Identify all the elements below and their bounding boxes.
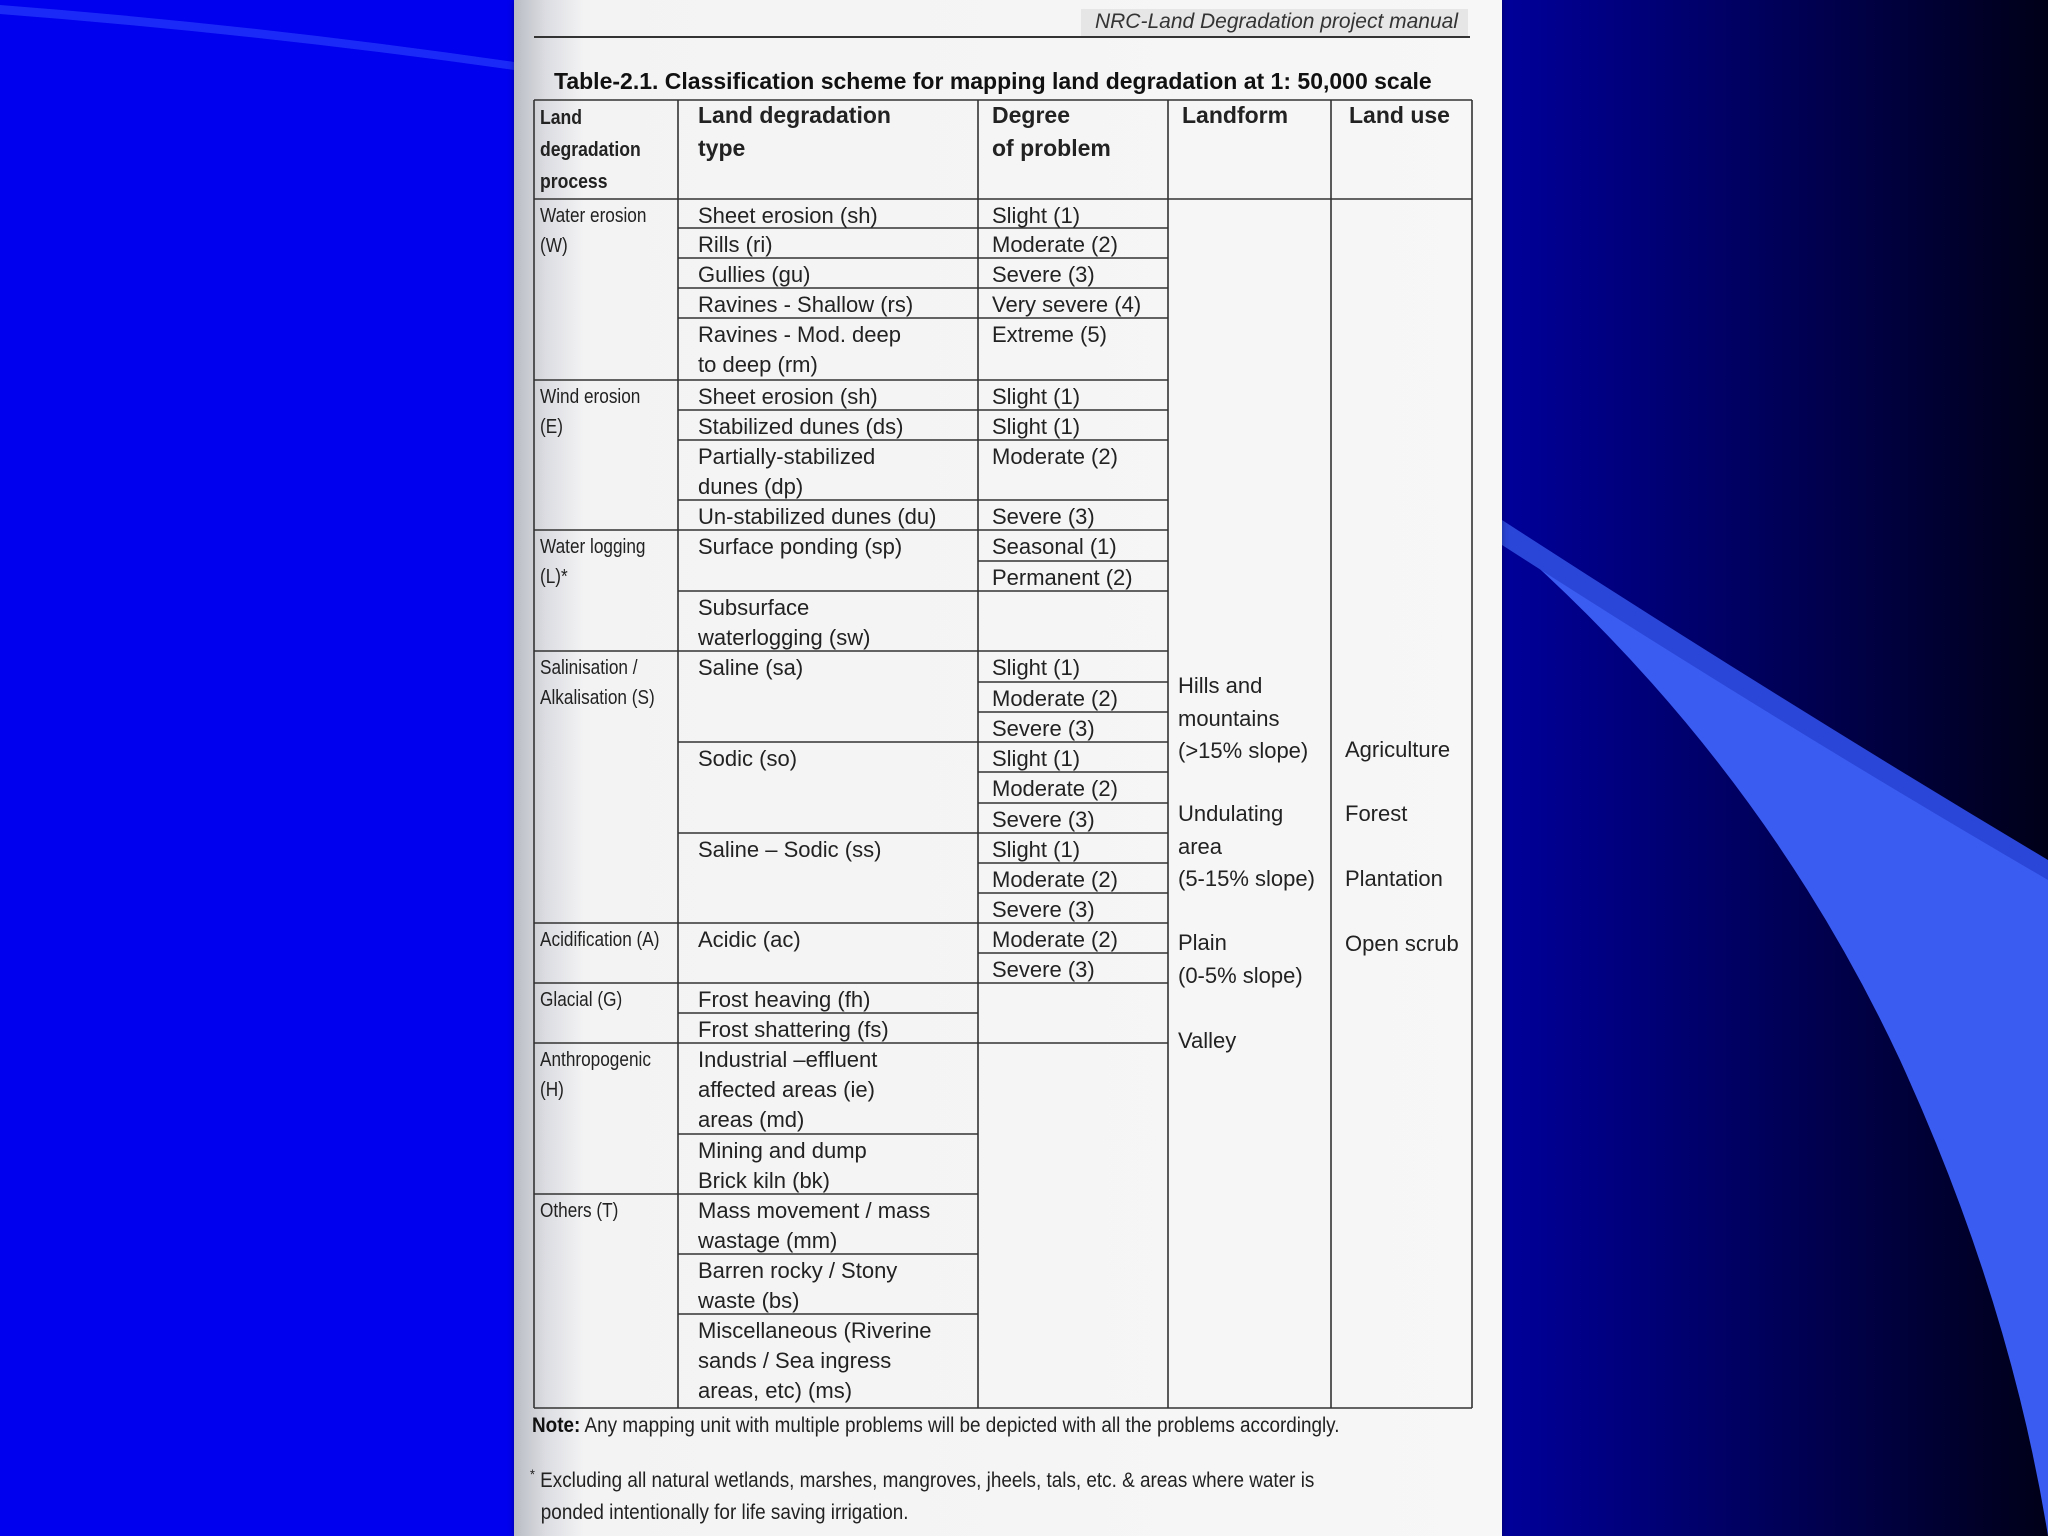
- type-cell-line: Barren rocky / Stony: [698, 1258, 898, 1283]
- degree-cell-line: Moderate (2): [992, 232, 1118, 257]
- type-cell-line: Industrial –effluent: [698, 1047, 878, 1072]
- process-cell-line: Glacial (G): [540, 989, 623, 1011]
- process-cell-line: (E): [540, 416, 563, 438]
- degree-cell: [992, 714, 1095, 744]
- type-cell: [698, 201, 878, 231]
- process-cell-line: (H): [540, 1079, 564, 1101]
- type-cell-line: Sheet erosion (sh): [698, 203, 878, 228]
- table-footnote: [530, 1458, 1466, 1529]
- landform-cell: [1178, 1025, 1236, 1058]
- type-cell: [698, 1256, 897, 1316]
- type-cell-line: areas, etc) (ms): [698, 1378, 853, 1403]
- degree-cell: [992, 835, 1080, 865]
- type-cell-line: waterlogging (sw): [698, 625, 871, 650]
- type-cell-line: Surface ponding (sp): [698, 534, 903, 559]
- type-cell-line: Mass movement / mass: [698, 1198, 931, 1223]
- process-cell: [540, 1045, 651, 1105]
- degree-cell-line: Severe (3): [992, 957, 1095, 982]
- degree-cell-line: Moderate (2): [992, 867, 1118, 892]
- degree-cell: [992, 320, 1107, 350]
- manual-title: NRC-Land Degradation project manual: [1081, 9, 1468, 36]
- degree-cell-line: Slight (1): [992, 384, 1081, 409]
- degree-cell: [992, 925, 1118, 955]
- type-cell-line: Ravines - Mod. deep: [698, 322, 901, 347]
- type-cell-line: wastage (mm): [698, 1228, 838, 1253]
- landuse-cell: [1345, 864, 1443, 894]
- degree-cell: [992, 290, 1141, 320]
- type-cell-line: Frost heaving (fh): [698, 987, 871, 1012]
- type-cell: [698, 653, 803, 683]
- landuse-cell-line: Plantation: [1345, 866, 1443, 891]
- landuse-cell-line: Open scrub: [1345, 931, 1459, 956]
- type-cell-line: Saline – Sodic (ss): [698, 837, 882, 862]
- type-cell: [698, 1196, 930, 1256]
- header-landform-line: Landform: [1182, 102, 1289, 128]
- degree-cell: [992, 774, 1118, 804]
- degree-cell-line: Permanent (2): [992, 565, 1133, 590]
- type-cell: [698, 593, 870, 653]
- degree-cell: [992, 653, 1080, 683]
- landuse-cell-line: Forest: [1345, 801, 1408, 826]
- degree-cell-line: Very severe (4): [992, 292, 1142, 317]
- type-cell-line: Gullies (gu): [698, 262, 811, 287]
- degree-cell-line: Severe (3): [992, 262, 1095, 287]
- landuse-cell: [1345, 799, 1407, 829]
- process-cell-line: Anthropogenic: [540, 1049, 651, 1071]
- type-cell: [698, 230, 773, 260]
- type-cell: [698, 985, 870, 1015]
- landuse-cell-line: Agriculture: [1345, 737, 1451, 762]
- type-cell: [698, 1045, 877, 1135]
- type-cell: [698, 382, 878, 412]
- note-text: Any mapping unit with multiple problems will be depicted with all the problems accordingly.: [580, 1414, 1340, 1437]
- header-degree-line: Degree: [992, 102, 1070, 128]
- process-cell-line: Acidification (A): [540, 929, 660, 951]
- type-cell: [698, 744, 797, 774]
- process-cell-line: Salinisation /: [540, 657, 638, 679]
- header-process-line: process: [540, 171, 608, 193]
- degree-cell: [992, 744, 1080, 774]
- process-cell: [540, 201, 646, 261]
- landform-cell-line: (0-5% slope): [1178, 962, 1303, 988]
- degree-cell: [992, 532, 1117, 562]
- type-cell: [698, 502, 936, 532]
- type-cell-line: Sodic (so): [698, 746, 798, 771]
- process-cell: [540, 382, 640, 442]
- type-cell-line: Saline (sa): [698, 655, 804, 680]
- type-cell: [698, 925, 801, 955]
- type-cell: [698, 442, 875, 502]
- degree-cell: [992, 412, 1080, 442]
- header-degree: [992, 99, 1111, 165]
- landform-cell-line: Undulating: [1178, 801, 1284, 826]
- footnote-mark: *: [530, 1466, 535, 1482]
- landform-cell-line: mountains: [1178, 705, 1280, 731]
- landform-cell-line: (>15% slope): [1178, 738, 1309, 763]
- landuse-cell: [1345, 929, 1459, 959]
- process-cell-line: (L)*: [540, 566, 568, 588]
- degree-cell: [992, 895, 1095, 925]
- degree-cell-line: Moderate (2): [992, 776, 1118, 801]
- type-cell-line: Rills (ri): [698, 232, 773, 257]
- degree-cell-line: Slight (1): [992, 203, 1081, 228]
- type-cell: [698, 532, 902, 562]
- degree-cell: [992, 563, 1133, 593]
- type-cell-line: affected areas (ie): [698, 1077, 875, 1102]
- type-cell: [698, 290, 913, 320]
- degree-cell: [992, 805, 1095, 835]
- degree-cell: [992, 260, 1095, 290]
- header-type-line: Land degradation: [698, 102, 891, 128]
- type-cell: [698, 1316, 932, 1406]
- landform-cell-line: Valley: [1178, 1028, 1237, 1053]
- header-process-line: Land: [540, 107, 583, 129]
- type-cell-line: Subsurface: [698, 595, 810, 620]
- landform-cell-line: Plain: [1178, 930, 1227, 955]
- degree-cell-line: Severe (3): [992, 504, 1095, 529]
- landform-cell: [1178, 670, 1308, 768]
- process-cell: [540, 985, 622, 1015]
- landform-cell: [1178, 927, 1303, 992]
- type-cell-line: areas (md): [698, 1107, 805, 1132]
- degree-cell-line: Slight (1): [992, 655, 1081, 680]
- header-landform: [1182, 99, 1288, 132]
- degree-cell: [992, 201, 1080, 231]
- type-cell: [698, 1015, 889, 1045]
- type-cell-line: Miscellaneous (Riverine: [698, 1318, 932, 1343]
- degree-cell-line: Slight (1): [992, 746, 1081, 771]
- footnote-line-2: ponded intentionally for life saving irrigation.: [540, 1501, 909, 1524]
- header-process-line: degradation: [540, 139, 641, 161]
- degree-cell-line: Moderate (2): [992, 927, 1118, 952]
- degree-cell-line: Severe (3): [992, 716, 1095, 741]
- process-cell: [540, 925, 659, 955]
- landuse-cell: [1345, 735, 1450, 765]
- type-cell-line: Sheet erosion (sh): [698, 384, 878, 409]
- type-cell-line: Un-stabilized dunes (du): [698, 504, 937, 529]
- degree-cell: [992, 502, 1095, 532]
- degree-cell-line: Moderate (2): [992, 686, 1118, 711]
- process-cell: [540, 653, 655, 713]
- degree-cell-line: Severe (3): [992, 897, 1095, 922]
- type-cell: [698, 320, 901, 380]
- degree-cell: [992, 865, 1118, 895]
- header-degree-line: of problem: [992, 135, 1111, 161]
- header-process: [540, 102, 641, 198]
- degree-cell: [992, 684, 1118, 714]
- header-landuse-line: Land use: [1349, 102, 1450, 128]
- header-type-line: type: [698, 135, 746, 161]
- landform-cell: [1178, 798, 1315, 896]
- degree-cell-line: Severe (3): [992, 807, 1095, 832]
- type-cell-line: sands / Sea ingress: [698, 1348, 892, 1373]
- type-cell-line: Stabilized dunes (ds): [698, 414, 904, 439]
- type-cell-line: to deep (rm): [698, 352, 818, 377]
- type-cell-line: Acidic (ac): [698, 927, 801, 952]
- process-cell-line: Water erosion: [540, 205, 647, 227]
- degree-cell-line: Slight (1): [992, 837, 1081, 862]
- degree-cell: [992, 955, 1095, 985]
- type-cell-line: Mining and dump: [698, 1138, 867, 1163]
- degree-cell-line: Extreme (5): [992, 322, 1107, 347]
- type-cell-line: dunes (dp): [698, 474, 804, 499]
- process-cell-line: Wind erosion: [540, 386, 641, 408]
- header-type: [698, 99, 891, 165]
- degree-cell-line: Moderate (2): [992, 444, 1118, 469]
- type-cell: [698, 260, 810, 290]
- landform-cell-line: Hills and: [1178, 673, 1263, 698]
- type-cell: [698, 1136, 867, 1196]
- footnote-line-1: Excluding all natural wetlands, marshes, mangroves, jheels, tals, etc. & areas where water is: [534, 1469, 1315, 1492]
- process-cell-line: Alkalisation (S): [540, 687, 655, 709]
- landform-cell-line: area: [1178, 833, 1223, 859]
- process-cell-line: (W): [540, 235, 568, 257]
- degree-cell-line: Slight (1): [992, 414, 1081, 439]
- degree-cell-line: Seasonal (1): [992, 534, 1117, 559]
- process-cell: [540, 532, 645, 592]
- landform-cell-line: (5-15% slope): [1178, 866, 1315, 891]
- manual-page: [514, 0, 1502, 1536]
- type-cell: [698, 412, 903, 442]
- process-cell: [540, 1196, 618, 1226]
- type-cell-line: Partially-stabilized: [698, 444, 876, 469]
- degree-cell: [992, 442, 1118, 472]
- header-landuse: [1349, 99, 1450, 132]
- type-cell-line: waste (bs): [698, 1288, 800, 1313]
- degree-cell: [992, 230, 1118, 260]
- process-cell-line: Water logging: [540, 536, 646, 558]
- type-cell-line: Brick kiln (bk): [698, 1168, 831, 1193]
- type-cell-line: Ravines - Shallow (rs): [698, 292, 914, 317]
- table-note: [532, 1414, 1396, 1438]
- table-title: Table-2.1. Classification scheme for mapping land degradation at 1: 50,000 scale: [554, 68, 1432, 94]
- degree-cell: [992, 382, 1080, 412]
- type-cell-line: Frost shattering (fs): [698, 1017, 889, 1042]
- type-cell: [698, 835, 881, 865]
- process-cell-line: Others (T): [540, 1200, 619, 1222]
- note-label: Note:: [532, 1414, 581, 1437]
